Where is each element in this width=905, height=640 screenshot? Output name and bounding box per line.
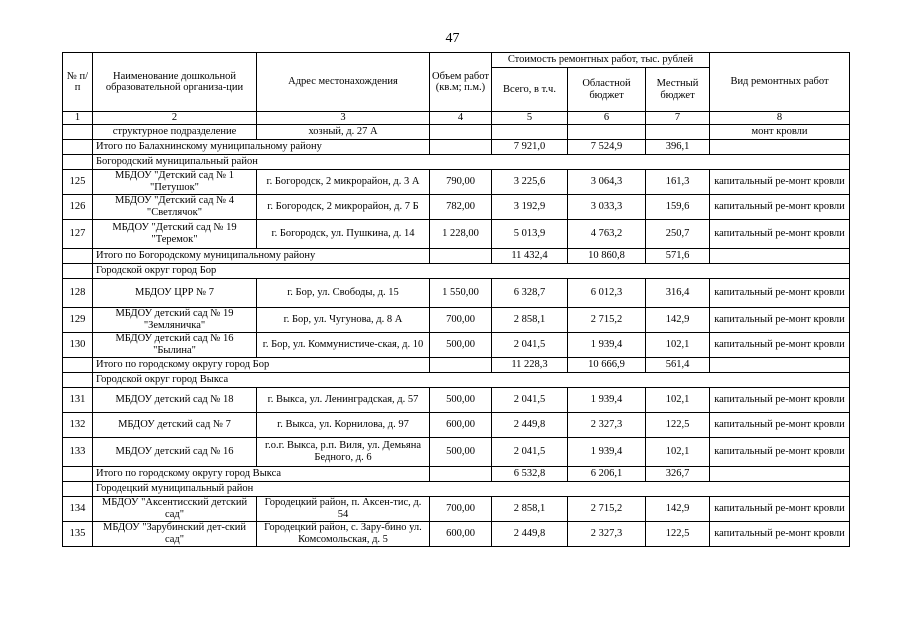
cost-regional: 3 033,3 (568, 194, 646, 219)
cost-local: 122,5 (646, 521, 710, 546)
work-volume: 782,00 (430, 194, 492, 219)
cost-regional: 6 012,3 (568, 278, 646, 307)
cost-local: 122,5 (646, 412, 710, 437)
repair-kind: капитальный ре-монт кровли (710, 412, 850, 437)
section-row (63, 481, 850, 496)
subtotal-total: 11 228,3 (492, 357, 568, 372)
cell-empty (710, 248, 850, 263)
table-row (63, 124, 850, 139)
column-number: 2 (93, 112, 257, 125)
subtotal-total: 6 532,8 (492, 466, 568, 481)
cost-total: 6 328,7 (492, 278, 568, 307)
cost-local (646, 124, 710, 139)
cell-empty (430, 357, 492, 372)
row-number: 134 (63, 496, 93, 521)
repair-kind: капитальный ре-монт кровли (710, 219, 850, 248)
institution-address: Городецкий район, с. Зару-бино ул. Комсомольская, д. 5 (257, 521, 430, 546)
column-number: 1 (63, 112, 93, 125)
institution-address: г. Выкса, ул. Корнилова, д. 97 (257, 412, 430, 437)
column-numbers-row (63, 112, 850, 125)
subtotal-row (63, 139, 850, 154)
cost-local: 142,9 (646, 307, 710, 332)
header-address: Адрес местонахождения (257, 53, 430, 112)
cost-regional: 1 939,4 (568, 332, 646, 357)
header-local: Местный бюджет (646, 68, 710, 112)
cell-empty (63, 372, 93, 387)
institution-address: хозный, д. 27 А (257, 124, 430, 139)
cost-local: 102,1 (646, 387, 710, 412)
cell-empty (430, 248, 492, 263)
work-volume: 1 550,00 (430, 278, 492, 307)
institution-address: г. Богородск, 2 микрорайон, д. 7 Б (257, 194, 430, 219)
cell-empty (63, 357, 93, 372)
cost-regional (568, 124, 646, 139)
header-volume: Объем работ (кв.м; п.м.) (430, 53, 492, 112)
repair-kind: капитальный ре-монт кровли (710, 437, 850, 466)
row-number: 127 (63, 219, 93, 248)
table-row (63, 194, 850, 219)
institution-name: МБДОУ "Зарубинский дет-ский сад" (93, 521, 257, 546)
table-row (63, 278, 850, 307)
column-number: 4 (430, 112, 492, 125)
cost-total: 3 192,9 (492, 194, 568, 219)
work-volume: 500,00 (430, 437, 492, 466)
cell-empty (63, 466, 93, 481)
repair-kind: капитальный ре-монт кровли (710, 387, 850, 412)
header-total: Всего, в т.ч. (492, 68, 568, 112)
cost-local: 102,1 (646, 437, 710, 466)
table-row (63, 219, 850, 248)
cost-local: 142,9 (646, 496, 710, 521)
institution-address: г. Богородск, ул. Пушкина, д. 14 (257, 219, 430, 248)
cost-regional: 1 939,4 (568, 387, 646, 412)
cost-total: 2 041,5 (492, 332, 568, 357)
subtotal-label: Итого по Богородскому муниципальному району (93, 248, 430, 263)
row-number: 129 (63, 307, 93, 332)
subtotal-row (63, 466, 850, 481)
subtotal-local: 326,7 (646, 466, 710, 481)
work-volume (430, 124, 492, 139)
cost-total: 2 858,1 (492, 307, 568, 332)
column-number: 5 (492, 112, 568, 125)
page-number: 47 (445, 31, 460, 46)
subtotal-local: 571,6 (646, 248, 710, 263)
subtotal-regional: 6 206,1 (568, 466, 646, 481)
subtotal-row (63, 248, 850, 263)
work-volume: 790,00 (430, 169, 492, 194)
repair-costs-table (62, 52, 850, 547)
repair-kind: капитальный ре-монт кровли (710, 496, 850, 521)
table-body (63, 124, 850, 546)
subtotal-regional: 10 860,8 (568, 248, 646, 263)
cost-total (492, 124, 568, 139)
subtotal-total: 7 921,0 (492, 139, 568, 154)
work-volume: 500,00 (430, 332, 492, 357)
header-cost-group: Стоимость ремонтных работ, тыс. рублей (492, 53, 710, 68)
row-number: 133 (63, 437, 93, 466)
cost-regional: 2 327,3 (568, 412, 646, 437)
institution-name: МБДОУ детский сад № 7 (93, 412, 257, 437)
header-name: Наименование дошкольной образовательной организа-ции (93, 53, 257, 112)
cell-empty (430, 139, 492, 154)
subtotal-total: 11 432,4 (492, 248, 568, 263)
cell-empty (710, 139, 850, 154)
repair-kind: капитальный ре-монт кровли (710, 307, 850, 332)
repair-kind: капитальный ре-монт кровли (710, 194, 850, 219)
row-number: 135 (63, 521, 93, 546)
work-volume: 600,00 (430, 412, 492, 437)
cost-regional: 4 763,2 (568, 219, 646, 248)
cost-total: 3 225,6 (492, 169, 568, 194)
cell-empty (63, 139, 93, 154)
institution-name: МБДОУ детский сад № 16 "Былина" (93, 332, 257, 357)
cell-empty (710, 466, 850, 481)
cost-total: 2 449,8 (492, 412, 568, 437)
table-row (63, 332, 850, 357)
table-row (63, 521, 850, 546)
column-number: 6 (568, 112, 646, 125)
institution-address: г.о.г. Выкса, р.п. Виля, ул. Демьяна Бедного, д. 6 (257, 437, 430, 466)
institution-name: МБДОУ ЦРР № 7 (93, 278, 257, 307)
work-volume: 600,00 (430, 521, 492, 546)
institution-name: МБДОУ "Детский сад № 19 "Теремок" (93, 219, 257, 248)
repair-kind: капитальный ре-монт кровли (710, 521, 850, 546)
column-number: 3 (257, 112, 430, 125)
subtotal-row (63, 357, 850, 372)
work-volume: 700,00 (430, 496, 492, 521)
header-kind: Вид ремонтных работ (710, 53, 850, 112)
institution-name: МБДОУ "Детский сад № 4 "Светлячок" (93, 194, 257, 219)
cost-local: 159,6 (646, 194, 710, 219)
institution-name: МБДОУ детский сад № 16 (93, 437, 257, 466)
section-label: Городской округ город Бор (93, 263, 850, 278)
subtotal-label: Итого по городскому округу город Выкса (93, 466, 430, 481)
section-label: Городской округ город Выкса (93, 372, 850, 387)
table-row (63, 496, 850, 521)
cost-regional: 3 064,3 (568, 169, 646, 194)
institution-address: г. Бор, ул. Свободы, д. 15 (257, 278, 430, 307)
table-row (63, 387, 850, 412)
repair-kind: капитальный ре-монт кровли (710, 332, 850, 357)
institution-address: Городецкий район, п. Аксен-тис, д. 54 (257, 496, 430, 521)
column-number: 7 (646, 112, 710, 125)
cell-empty (63, 481, 93, 496)
row-number (63, 124, 93, 139)
cost-total: 2 041,5 (492, 387, 568, 412)
institution-name: МБДОУ "Аксентисский детский сад" (93, 496, 257, 521)
cell-empty (63, 263, 93, 278)
cost-total: 5 013,9 (492, 219, 568, 248)
subtotal-local: 561,4 (646, 357, 710, 372)
column-number: 8 (710, 112, 850, 125)
cost-local: 316,4 (646, 278, 710, 307)
subtotal-label: Итого по Балахнинскому муниципальному району (93, 139, 430, 154)
section-row (63, 263, 850, 278)
section-label: Богородский муниципальный район (93, 154, 850, 169)
row-number: 125 (63, 169, 93, 194)
repair-kind: монт кровли (710, 124, 850, 139)
institution-address: г. Бор, ул. Коммунистиче-ская, д. 10 (257, 332, 430, 357)
cost-local: 102,1 (646, 332, 710, 357)
row-number: 132 (63, 412, 93, 437)
row-number: 126 (63, 194, 93, 219)
table-row (63, 412, 850, 437)
subtotal-local: 396,1 (646, 139, 710, 154)
work-volume: 500,00 (430, 387, 492, 412)
cell-empty (63, 248, 93, 263)
cost-regional: 2 715,2 (568, 307, 646, 332)
section-label: Городецкий муниципальный район (93, 481, 850, 496)
work-volume: 700,00 (430, 307, 492, 332)
table-row (63, 169, 850, 194)
section-row (63, 372, 850, 387)
cost-total: 2 858,1 (492, 496, 568, 521)
cell-empty (63, 154, 93, 169)
institution-name: МБДОУ "Детский сад № 1 "Петушок" (93, 169, 257, 194)
row-number: 131 (63, 387, 93, 412)
row-number: 130 (63, 332, 93, 357)
institution-address: г. Бор, ул. Чугунова, д. 8 А (257, 307, 430, 332)
table-row (63, 437, 850, 466)
cell-empty (710, 357, 850, 372)
institution-name: МБДОУ детский сад № 18 (93, 387, 257, 412)
header-no: № п/п (63, 53, 93, 112)
institution-name: структурное подразделение (93, 124, 257, 139)
cell-empty (430, 466, 492, 481)
header-regional: Областной бюджет (568, 68, 646, 112)
institution-address: г. Богородск, 2 микрорайон, д. 3 А (257, 169, 430, 194)
cost-regional: 1 939,4 (568, 437, 646, 466)
cost-regional: 2 327,3 (568, 521, 646, 546)
table-row (63, 307, 850, 332)
repair-kind: капитальный ре-монт кровли (710, 278, 850, 307)
cost-local: 250,7 (646, 219, 710, 248)
cost-total: 2 041,5 (492, 437, 568, 466)
cost-regional: 2 715,2 (568, 496, 646, 521)
institution-name: МБДОУ детский сад № 19 "Земляничка" (93, 307, 257, 332)
subtotal-regional: 7 524,9 (568, 139, 646, 154)
section-row (63, 154, 850, 169)
cost-local: 161,3 (646, 169, 710, 194)
subtotal-label: Итого по городскому округу город Бор (93, 357, 430, 372)
work-volume: 1 228,00 (430, 219, 492, 248)
row-number: 128 (63, 278, 93, 307)
subtotal-regional: 10 666,9 (568, 357, 646, 372)
repair-kind: капитальный ре-монт кровли (710, 169, 850, 194)
table-header (63, 53, 850, 125)
cost-total: 2 449,8 (492, 521, 568, 546)
institution-address: г. Выкса, ул. Ленинградская, д. 57 (257, 387, 430, 412)
